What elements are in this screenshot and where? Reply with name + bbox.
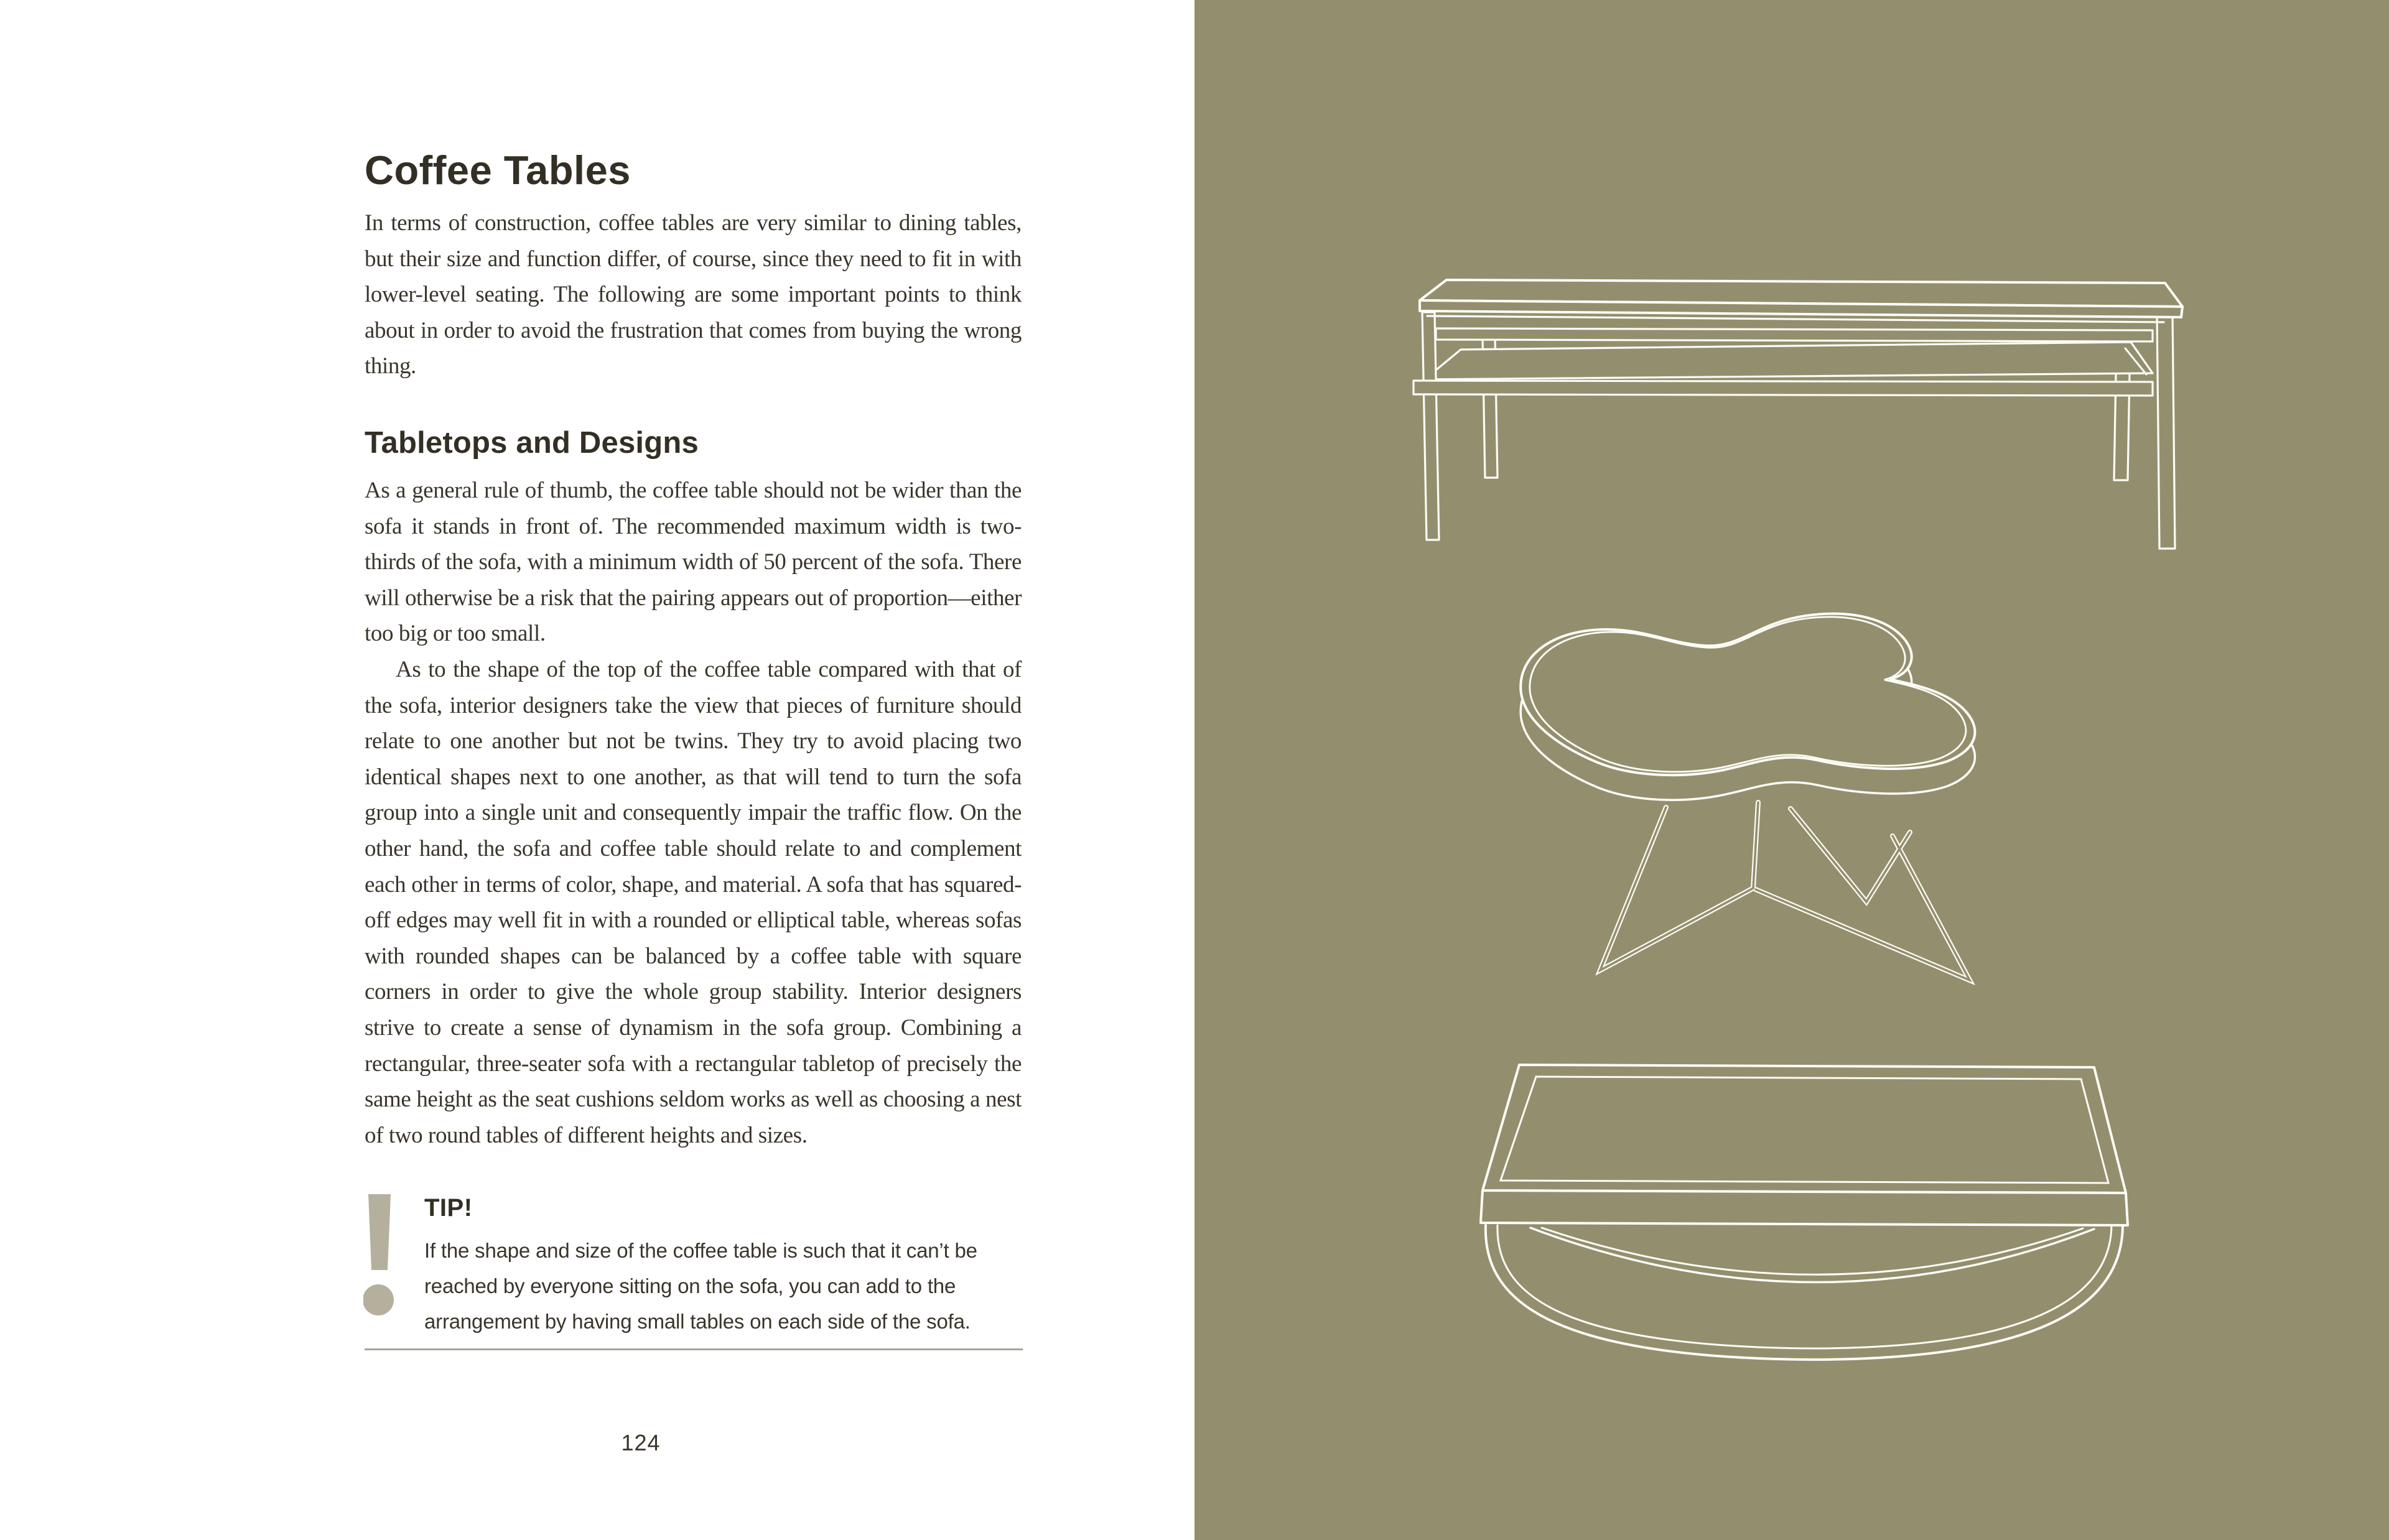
exclamation-icon <box>363 1192 401 1325</box>
section-paragraph-2: As to the shape of the top of the coffee table compared with that of the sofa, interior designers take the view that pieces of furniture should relate to one another but not be twins. They try to avoid placing two identical shapes next to one another, as that will tend to turn the sofa group into a single unit and consequently impair the traffic flow. On the other hand, the sofa and coffee table should relate to and complement each other in terms of color, shape, and material. A sofa that has squared-off edges may well fit in with a rounded or elliptical table, whereas sofas with rounded shapes can be balanced by a coffee table with square corners in order to give the whole group stability. Interior designers strive to create a sense of dynamism in the sofa group. Combining a rectangular, three-seater sofa with a rectangular tabletop of precisely the same height as the seat cushions seldom works as well as choosing a nest of two round tables of different heights and sizes. <box>365 656 1022 1148</box>
tip-label: TIP! <box>424 1194 473 1222</box>
illustration-panel <box>1194 0 2389 1540</box>
olive-background <box>1194 0 2389 1540</box>
divider-rule <box>365 1348 1023 1350</box>
left-page <box>0 0 1194 1540</box>
tip-text: If the shape and size of the coffee table is such that it can’t be reached by everyone sitting on the sofa, you can add to the arrangement by having small tables on each side of the sofa. <box>424 1239 977 1333</box>
page-number: 124 <box>621 1430 661 1455</box>
section-body <box>365 473 1022 1153</box>
intro-paragraph: In terms of construction, coffee tables are very similar to dining tables, but their size and function differ, of course, since they need to fit in with lower-level seating. The following are some important points to think about in order to avoid the frustration that comes from buying the wrong thing. <box>365 210 1022 379</box>
page-title: Coffee Tables <box>365 147 631 193</box>
section-heading: Tabletops and Designs <box>365 426 699 460</box>
section-paragraph-1: As a general rule of thumb, the coffee table should not be wider than the sofa it stands in front of. The recommended maximum width is two-thirds of the sofa, with a minimum width of 50 percent of the sofa. There will otherwise be a risk that the pairing appears out of proportion—either too big or too small. <box>365 478 1022 647</box>
